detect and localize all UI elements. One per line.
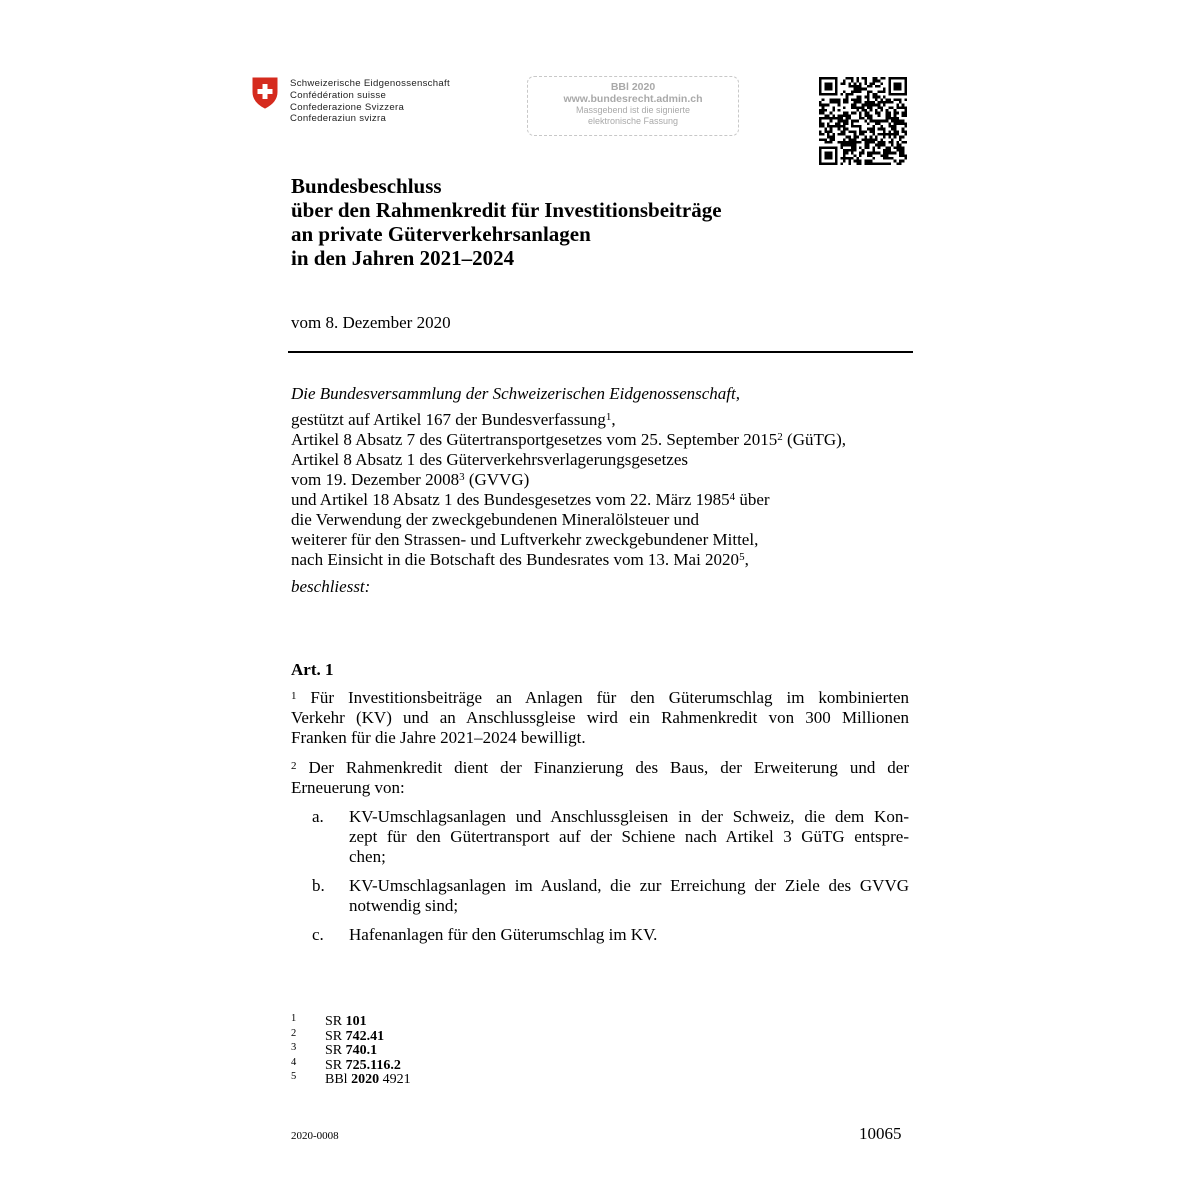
footnote-text: BBl 2020 4921: [325, 1072, 411, 1087]
qr-code-icon[interactable]: [819, 77, 907, 165]
footnote-text: SR 101: [325, 1014, 367, 1029]
title-line: über den Rahmenkredit für Investitionsbeiträge: [291, 198, 722, 222]
list-item-text: [349, 807, 909, 867]
footnote-number: 4: [291, 1056, 297, 1068]
footnote-reference: 2020: [351, 1072, 380, 1087]
paragraph-number: 2: [291, 760, 297, 772]
list-item-line: Hafenanlagen für den Güterumschlag im KV.: [349, 925, 658, 944]
federation-name-it: Confederazione Svizzera: [290, 101, 405, 113]
footnote-text: SR 742.41: [325, 1028, 385, 1044]
title-line: an private Güterverkehrsanlagen: [291, 222, 591, 246]
stamp-reference: BBl 2020: [610, 81, 656, 93]
list-item-text: [349, 925, 909, 945]
list-item-text: [349, 876, 909, 916]
preamble-line: Artikel 8 Absatz 7 des Gütertransportgesetzes vom 25. September 2015$^2$ (GüTG),: [291, 430, 847, 449]
preamble: [291, 410, 846, 570]
footnote-ref: 2: [777, 431, 783, 443]
article-paragraph-2: [291, 758, 909, 798]
list-item-line: KV-Umschlagsanlagen im Ausland, die zur Erreichung der Ziele des GVVG: [349, 876, 909, 895]
preamble-resolves: beschliesst:: [291, 577, 371, 596]
preamble-line: und Artikel 18 Absatz 1 des Bundesgesetzes vom 22. März 1985$^4$ über: [291, 490, 770, 509]
federation-name-fr: Confédération suisse: [290, 89, 387, 101]
footnote-reference: 725.116.2: [345, 1057, 401, 1073]
footnote-ref: 5: [739, 551, 745, 563]
stamp-note-1: Massgebend ist die signierte: [575, 105, 691, 115]
footnote-ref: 4: [729, 491, 736, 503]
footnote-reference: 740.1: [345, 1043, 378, 1058]
preamble-line: weiterer für den Strassen- und Luftverkehr zweckgebundener Mittel,: [291, 530, 759, 549]
list-item-label: a.: [312, 807, 324, 826]
footnote-number: 5: [291, 1071, 297, 1082]
preamble-line: nach Einsicht in die Botschaft des Bundesrates vom 13. Mai 2020$^5$,: [291, 550, 749, 569]
page-title: [291, 174, 722, 270]
page-number: 10065: [859, 1124, 902, 1143]
stamp-url[interactable]: www.bundesrecht.admin.ch: [563, 93, 703, 105]
footnote-ref: 3: [459, 471, 465, 483]
preamble-line: die Verwendung der zweckgebundenen Mineralölsteuer und: [291, 510, 700, 529]
footnote-text: SR 725.116.2: [325, 1057, 401, 1073]
list-item-line: chen;: [349, 847, 386, 866]
signature-stamp: [527, 76, 739, 136]
title-line: Bundesbeschluss: [291, 174, 442, 198]
footnote-text: SR 740.1: [325, 1043, 378, 1058]
preamble-line: vom 19. Dezember 2008$^3$ (GVVG): [291, 470, 530, 489]
preamble-line: Artikel 8 Absatz 1 des Güterverkehrsverlagerungsgesetzes: [291, 450, 689, 469]
federation-names: [290, 78, 450, 125]
footnote-ref: 1: [605, 411, 612, 423]
paragraph-line: Franken für die Jahre 2021–2024 bewilligt.: [291, 728, 586, 747]
list-item-label: b.: [312, 876, 325, 895]
list-item-line: KV-Umschlagsanlagen und Anschlussgleisen in der Schweiz, die dem Kon-: [349, 807, 909, 826]
list-item-line: zept für den Gütertransport auf der Schiene nach Artikel 3 GüTG entspre-: [349, 827, 909, 846]
federation-name-de: Schweizerische Eidgenossenschaft: [290, 78, 450, 89]
footnote-reference: 742.41: [345, 1028, 385, 1044]
federation-name-rm: Confederaziun svizra: [290, 113, 387, 125]
paragraph-line: Verkehr (KV) und an Anschlussgleise wird ein Rahmenkredit von 300 Millionen: [291, 708, 909, 727]
title-line: in den Jahren 2021–2024: [291, 246, 515, 270]
footnote-number: 1: [291, 1013, 297, 1024]
footnote-number: 2: [291, 1027, 297, 1039]
preamble-intro: Die Bundesversammlung der Schweizerischen Eidgenossenschaft,: [291, 384, 740, 403]
article-paragraph-1: [291, 688, 909, 748]
swiss-cross-icon: [252, 77, 278, 109]
paragraph-number: 1: [291, 690, 297, 702]
list-item-label: c.: [312, 925, 324, 944]
footnote-reference: 101: [345, 1014, 367, 1029]
divider: [288, 351, 913, 353]
footnote-number: 3: [291, 1042, 297, 1053]
stamp-note-2: elektronische Fassung: [587, 116, 679, 126]
paragraph-line: Erneuerung von:: [291, 778, 405, 797]
document-number: 2020-0008: [291, 1130, 339, 1142]
preamble-line: gestützt auf Artikel 167 der Bundesverfassung$^1$,: [291, 410, 616, 429]
paragraph-line: $^1$ Für Investitionsbeiträge an Anlagen für den Güterumschlag im kombinierten: [291, 688, 909, 707]
paragraph-line: $^2$ Der Rahmenkredit dient der Finanzierung des Baus, der Erweiterung und der: [291, 758, 909, 777]
list-item-line: notwendig sind;: [349, 896, 459, 915]
article-heading: Art. 1: [291, 660, 334, 679]
decree-date: vom 8. Dezember 2020: [291, 313, 451, 332]
